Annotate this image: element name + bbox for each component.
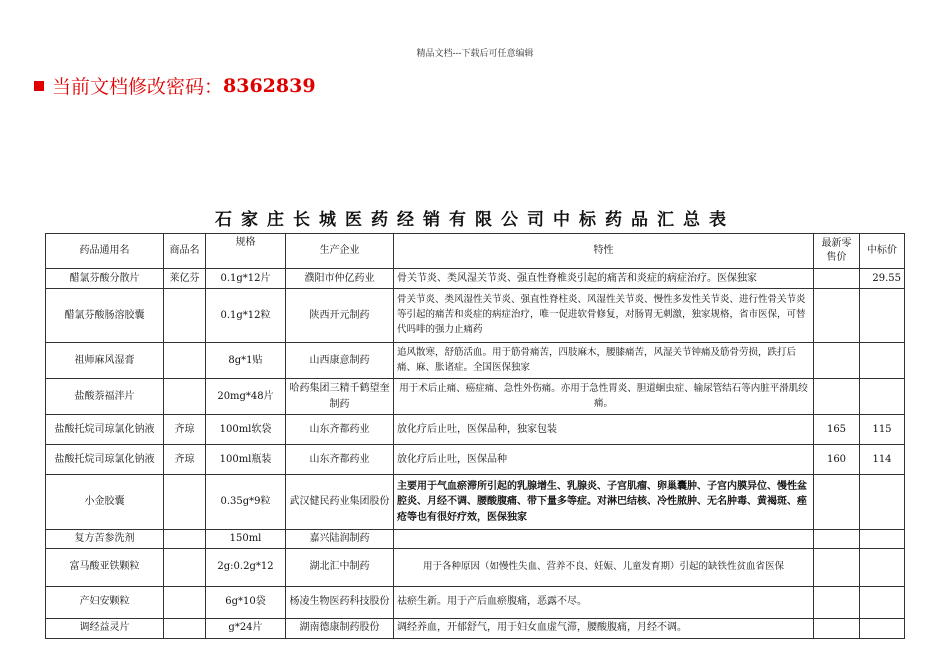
table-row [46,530,905,549]
cell-maker: 濮阳市仲亿药业 [286,269,394,289]
cell-maker: 武汉健民药业集团股份 [286,475,394,530]
header-retail: 最新零售价 [814,234,860,269]
table-title: 石家庄长城医药经销有限公司中标药品汇总表 [215,210,735,230]
cell-maker: 湖北汇中制药 [286,548,394,586]
cell-name: 盐酸萘福泮片 [46,379,164,415]
cell-spec: g*24片 [206,618,286,638]
password-label: 当前文档修改密码： [52,76,224,98]
cell-feature [394,530,814,549]
cell-feature: 用于术后止痛、癌症痛、急性外伤痛。亦用于急性胃炎、胆道蛔虫症、输尿管结石等内脏平滑肌绞痛。 [394,379,814,415]
cell-brand [164,475,206,530]
cell-name: 富马酸亚铁颗粒 [46,548,164,586]
cell-brand [164,548,206,586]
cell-bid [860,379,905,415]
cell-maker: 山东齐都药业 [286,415,394,445]
cell-retail [814,343,860,379]
cell-feature: 追风散寒，舒筋活血。用于筋骨痛苦，四肢麻木，腰膝痛苦，风湿关节钟痛及筋骨劳损，跌打后痛、麻、胀诸症。全国医保独家 [394,343,814,379]
table-row [46,586,905,618]
cell-retail [814,475,860,530]
cell-brand: 莱亿芬 [164,269,206,289]
cell-name: 盐酸托烷司琼氯化钠液 [46,415,164,445]
cell-spec: 0.35g*9粒 [206,475,286,530]
cell-bid [860,548,905,586]
table-row [46,475,905,530]
table-header-row [46,234,905,269]
cell-name: 小金胶囊 [46,475,164,530]
cell-name: 祖师麻风湿膏 [46,343,164,379]
cell-name: 复方苦参洗剂 [46,530,164,549]
table-row [46,618,905,638]
table-row [46,379,905,415]
cell-brand: 齐琼 [164,445,206,475]
cell-bid: 115 [860,415,905,445]
cell-feature: 调经养血，开郁舒气，用于妇女血虚气滞，腰酸腹痛，月经不调。 [394,618,814,638]
cell-bid [860,289,905,343]
drug-table [45,233,905,639]
table-row [46,269,905,289]
cell-bid [860,343,905,379]
header-feature: 特性 [394,234,814,269]
cell-retail [814,618,860,638]
cell-name: 产妇安颗粒 [46,586,164,618]
cell-name: 醋氯芬酸肠溶胶囊 [46,289,164,343]
header-brand: 商品名 [164,234,206,269]
cell-spec: 150ml [206,530,286,549]
cell-retail [814,548,860,586]
cell-feature: 用于各种原因（如慢性失血、营养不良、妊娠、儿童发育期）引起的缺铁性贫血省医保 [394,548,814,586]
cell-retail [814,379,860,415]
cell-spec: 100ml软袋 [206,415,286,445]
table-row [46,289,905,343]
header-note: 精品文档---下载后可任意编辑 [416,49,534,59]
cell-feature: 骨关节炎、类风湿关节炎、强直性脊椎炎引起的痛苦和炎症的病症治疗。医保独家 [394,269,814,289]
cell-brand [164,379,206,415]
cell-retail [814,530,860,549]
header-spec: 规格 [206,234,286,269]
header-name: 药品通用名 [46,234,164,269]
cell-maker: 山东齐都药业 [286,445,394,475]
cell-bid [860,475,905,530]
cell-bid: 29.55 [860,269,905,289]
cell-retail [814,269,860,289]
cell-maker: 陕西开元制药 [286,289,394,343]
table-row [46,343,905,379]
cell-brand [164,530,206,549]
cell-maker: 湖南德康制药股份 [286,618,394,638]
cell-spec: 8g*1贴 [206,343,286,379]
cell-maker: 杨凌生物医药科技股份 [286,586,394,618]
cell-retail: 165 [814,415,860,445]
cell-brand: 齐琼 [164,415,206,445]
cell-retail: 160 [814,445,860,475]
cell-brand [164,586,206,618]
cell-brand [164,343,206,379]
cell-brand [164,618,206,638]
cell-brand [164,289,206,343]
cell-maker: 嘉兴陆润制药 [286,530,394,549]
cell-feature: 主要用于气血瘀滞所引起的乳腺增生、乳腺炎、子宫肌瘤、卵巢囊肿、子宫内膜异位、慢性盆腔炎、月经不调、腰酸腹痛、带下量多等症。对淋巴结核、冷性脓肿、无名肿毒、黄褐斑、痤疮等也有很好疗效，医保独家 [394,475,814,530]
cell-spec: 20mg*48片 [206,379,286,415]
cell-retail [814,289,860,343]
cell-name: 调经益灵片 [46,618,164,638]
table-row [46,415,905,445]
cell-name: 醋氯芬酸分散片 [46,269,164,289]
cell-spec: 2g:0.2g*12 [206,548,286,586]
cell-feature: 骨关节炎、类风湿性关节炎、强直性脊柱炎、风湿性关节炎、慢性多发性关节炎、进行性骨关节炎等引起的痛苦和炎症的病症治疗，唯一促进软骨修复，对肠胃无刺激，独家规格，省市医保，可替代吗啡的强力止痛药 [394,289,814,343]
cell-spec: 0.1g*12粒 [206,289,286,343]
password-line [34,72,316,99]
cell-bid [860,618,905,638]
cell-spec: 100ml瓶装 [206,445,286,475]
cell-spec: 6g*10袋 [206,586,286,618]
cell-bid: 114 [860,445,905,475]
table-row [46,548,905,586]
cell-maker: 哈药集团三精千鹤望奎制药 [286,379,394,415]
cell-retail [814,586,860,618]
cell-feature: 放化疗后止吐，医保品种，独家包装 [394,415,814,445]
header-maker: 生产企业 [286,234,394,269]
cell-bid [860,586,905,618]
table-row [46,445,905,475]
cell-maker: 山西康意制药 [286,343,394,379]
square-bullet-icon [34,81,44,91]
cell-feature: 祛瘀生新。用于产后血瘀腹痛，恶露不尽。 [394,586,814,618]
cell-feature: 放化疗后止吐，医保品种 [394,445,814,475]
cell-name: 盐酸托烷司琼氯化钠液 [46,445,164,475]
cell-bid [860,530,905,549]
header-bid: 中标价 [860,234,905,269]
cell-spec: 0.1g*12片 [206,269,286,289]
password-value: 8362839 [223,74,316,97]
